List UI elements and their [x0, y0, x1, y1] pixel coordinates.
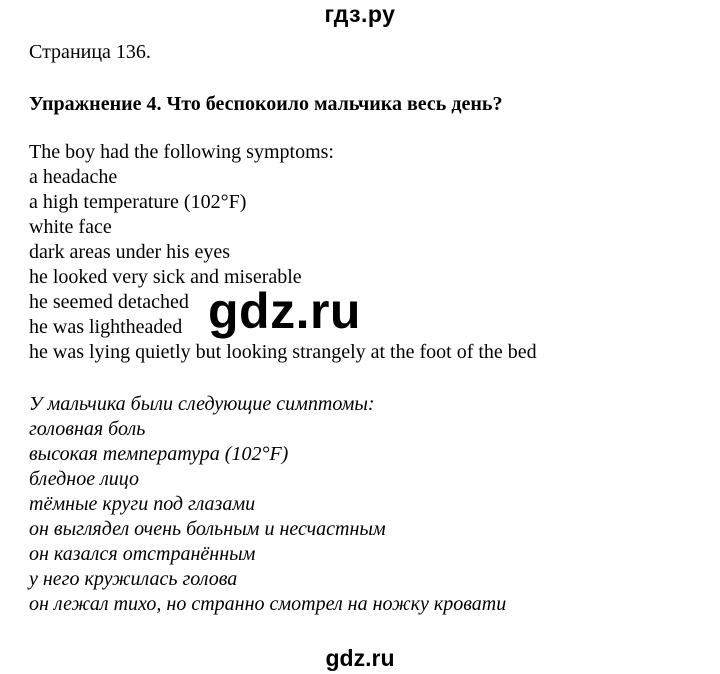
english-symptom: he looked very sick and miserable: [29, 266, 302, 288]
page-number: Страница 136.: [29, 41, 151, 63]
english-symptom: he was lying quietly but looking strangely at the foot of the bed: [29, 341, 537, 363]
english-symptom: he was lightheaded: [29, 316, 183, 338]
english-symptom: dark areas under his eyes: [29, 241, 231, 263]
site-header: гдз.ру: [324, 1, 396, 27]
exercise-title: Упражнение 4. Что беспокоило мальчика весь день?: [29, 93, 503, 115]
english-symptom: white face: [29, 216, 112, 238]
russian-symptom: тёмные круги под глазами: [29, 493, 256, 515]
russian-symptom: он выглядел очень больным и несчастным: [29, 518, 386, 540]
russian-symptom: он лежал тихо, но странно смотрел на ножку кровати: [29, 593, 507, 615]
english-symptom: a headache: [29, 166, 118, 188]
russian-translation-block: [29, 392, 506, 617]
russian-symptom: головная боль: [29, 418, 146, 440]
english-symptom: he seemed detached: [29, 291, 189, 313]
russian-symptom: у него кружилась голова: [29, 568, 238, 590]
english-intro: The boy had the following symptoms:: [29, 141, 334, 163]
russian-symptom: он казался отстранённым: [29, 543, 256, 565]
watermark-logo: gdz.ru: [208, 283, 361, 339]
russian-intro: У мальчика были следующие симптомы:: [29, 393, 375, 415]
footer-watermark: gdz.ru: [325, 645, 395, 671]
english-symptom: a high temperature (102°F): [29, 191, 247, 213]
russian-symptom: бледное лицо: [29, 468, 140, 490]
russian-symptom: высокая температура (102°F): [29, 443, 289, 465]
